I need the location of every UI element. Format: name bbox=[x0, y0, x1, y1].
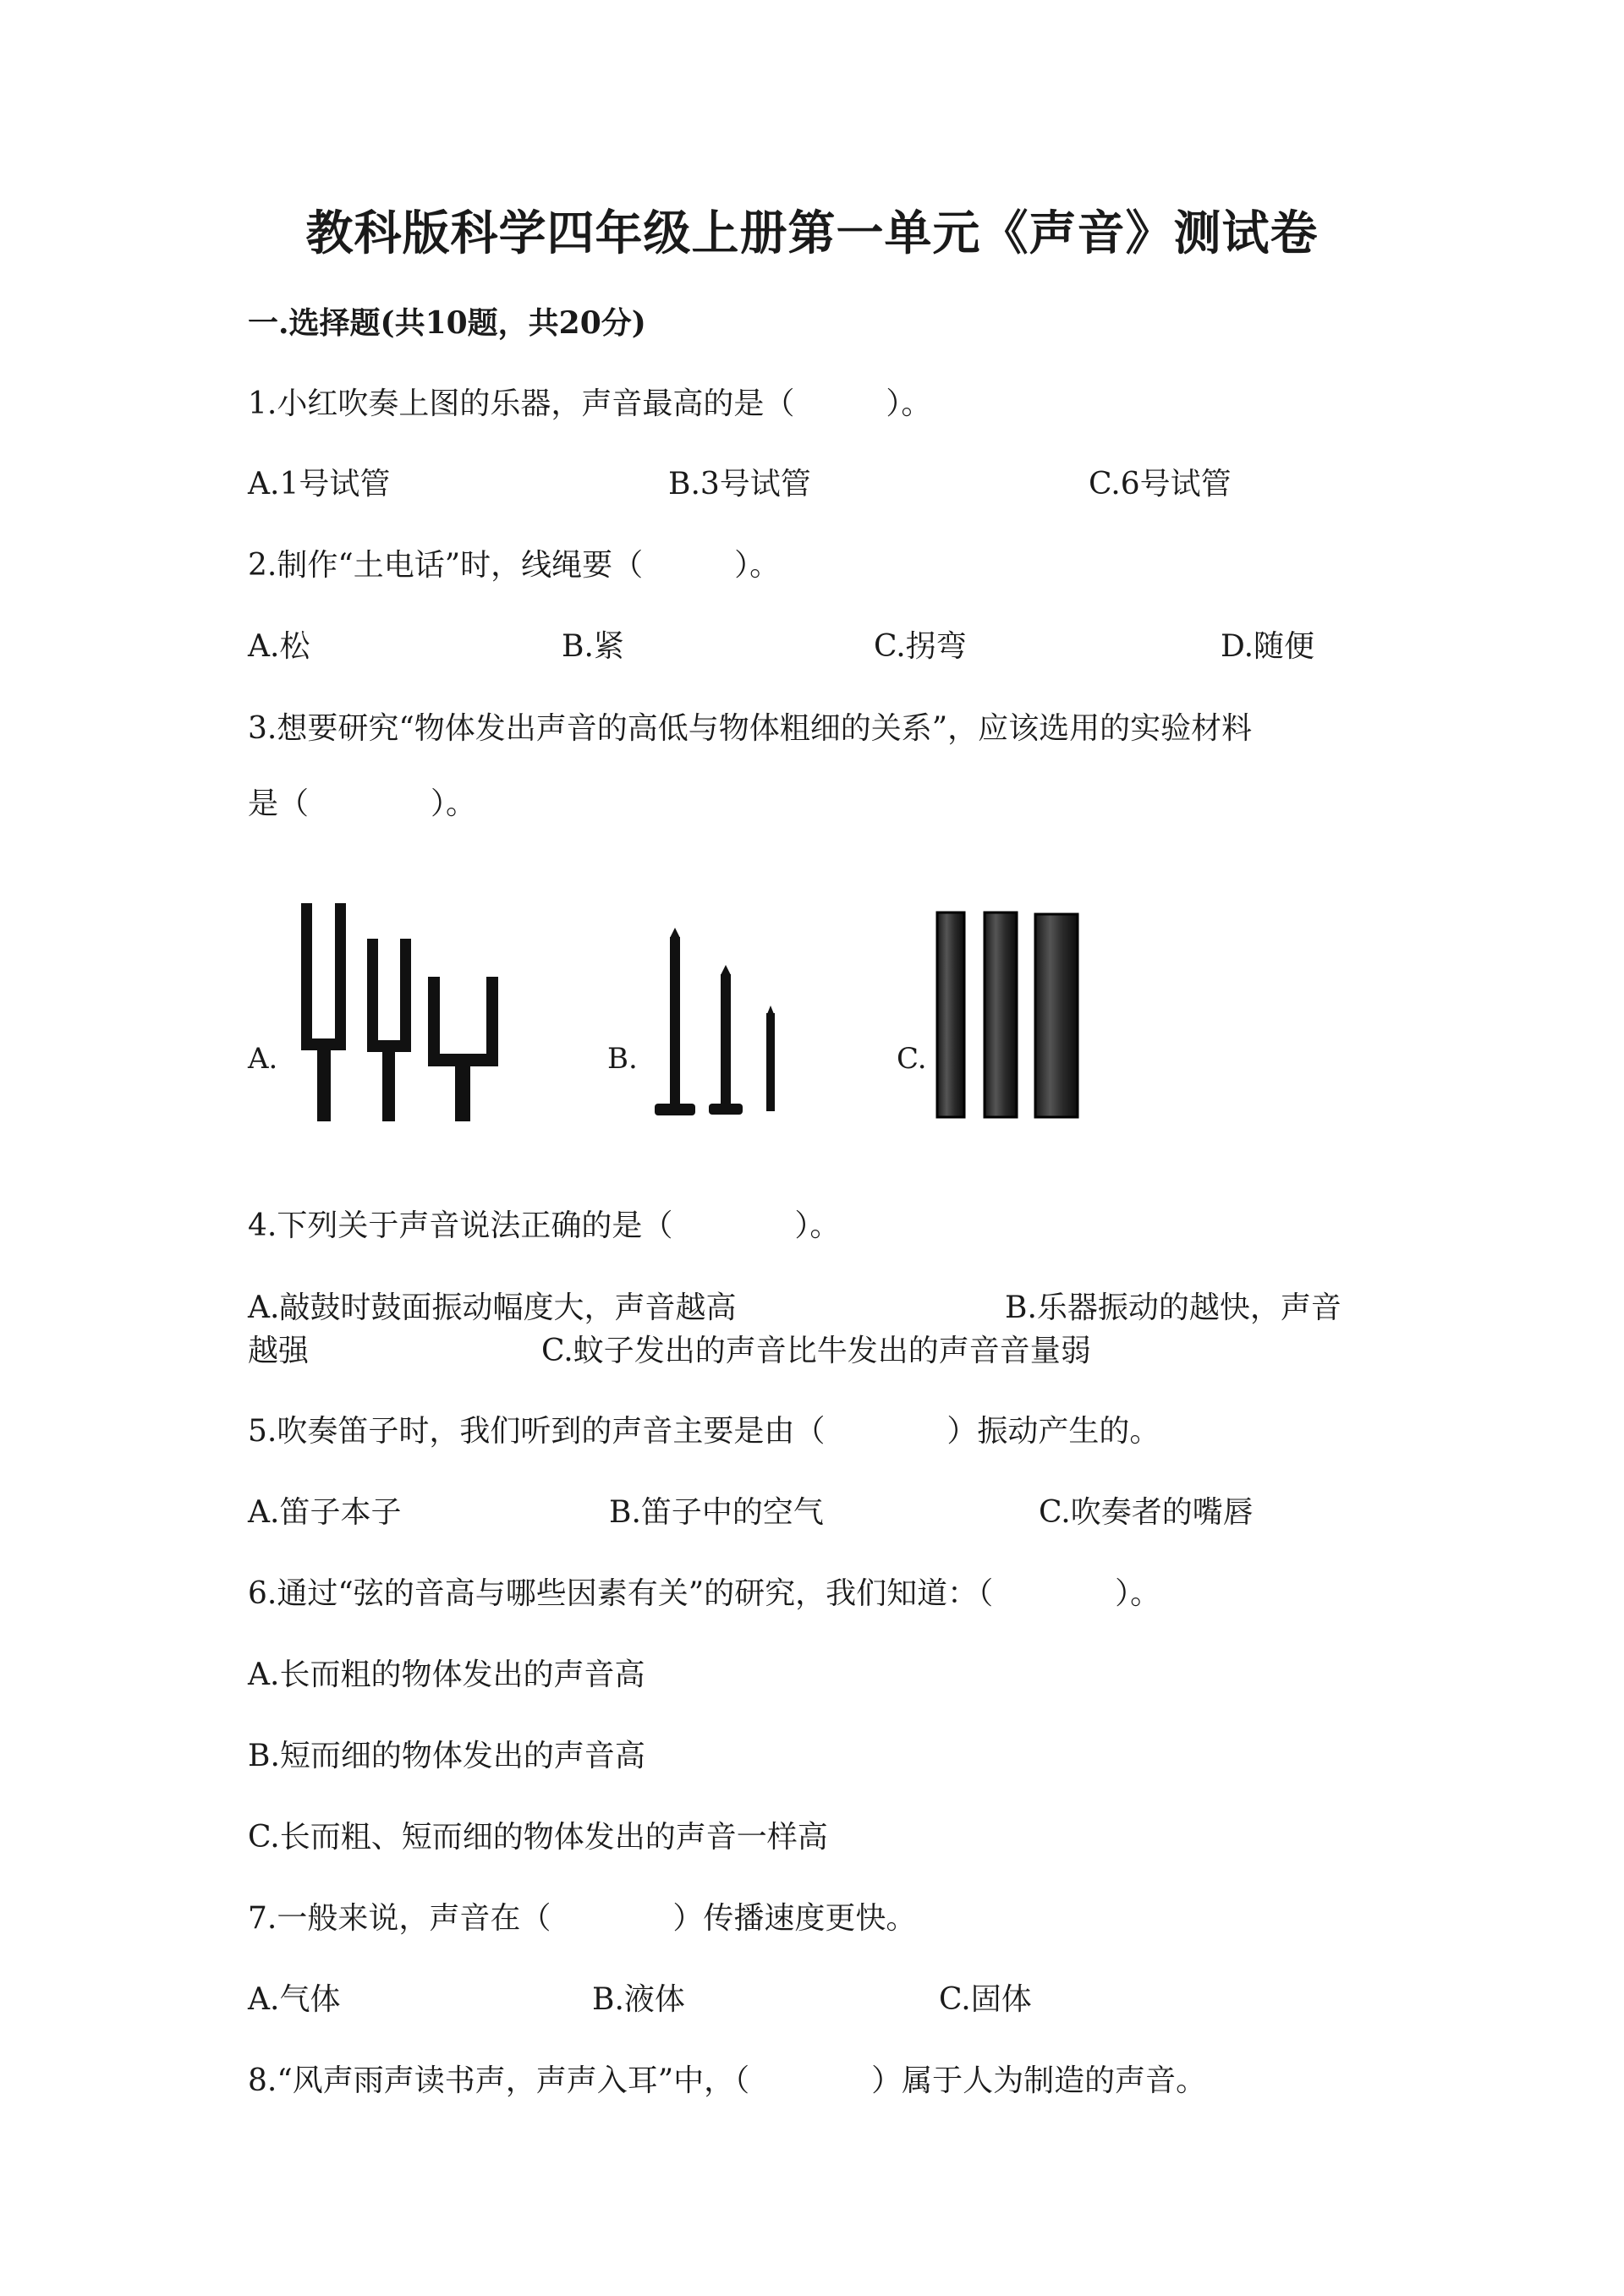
question-7-stem: 7.一般来说，声音在（ ）传播速度更快。 bbox=[248, 1901, 917, 1936]
q5-option-a: A.笛子本子 bbox=[248, 1495, 402, 1530]
cylinders-image bbox=[930, 909, 1091, 1121]
q7-option-a: A.气体 bbox=[248, 1982, 341, 2017]
page-title: 教科版科学四年级上册第一单元《声音》测试卷 bbox=[305, 205, 1319, 261]
question-8-stem: 8.“风声雨声读书声，声声入耳”中，（ ）属于人为制造的声音。 bbox=[248, 2063, 1207, 2098]
question-1-stem: 1.小红吹奏上图的乐器，声音最高的是（ ）。 bbox=[248, 386, 932, 421]
question-4-stem: 4.下列关于声音说法正确的是（ ）。 bbox=[248, 1208, 841, 1243]
q4-option-b: B.乐器振动的越快，声音 bbox=[1005, 1290, 1341, 1325]
q2-option-a: A.松 bbox=[248, 629, 310, 664]
q1-option-c: C.6号试管 bbox=[1089, 467, 1232, 501]
q5-option-c: C.吹奏者的嘴唇 bbox=[1039, 1495, 1254, 1530]
nails-image bbox=[643, 926, 795, 1122]
question-6-stem: 6.通过“弦的音高与哪些因素有关”的研究，我们知道：（ ）。 bbox=[248, 1576, 1161, 1611]
q3-option-b-label: B. bbox=[607, 1042, 638, 1076]
q4-option-c: C.蚊子发出的声音比牛发出的声音音量弱 bbox=[541, 1334, 1091, 1368]
q2-option-b: B.紧 bbox=[562, 629, 624, 664]
question-5-stem: 5.吹奏笛子时，我们听到的声音主要是由（ ）振动产生的。 bbox=[248, 1414, 1160, 1449]
question-2-stem: 2.制作“土电话”时，线绳要（ ）。 bbox=[248, 548, 781, 583]
q2-option-c: C.拐弯 bbox=[874, 629, 967, 664]
q2-option-d: D.随便 bbox=[1221, 629, 1315, 664]
q6-option-a: A.长而粗的物体发出的声音高 bbox=[248, 1658, 645, 1692]
q3-option-a-label: A. bbox=[248, 1042, 278, 1076]
q1-option-b: B.3号试管 bbox=[668, 467, 811, 501]
q3-option-c-label: C. bbox=[897, 1042, 927, 1076]
question-3-stem-line1: 3.想要研究“物体发出声音的高低与物体粗细的关系”，应该选用的实验材料 bbox=[248, 711, 1253, 746]
q1-option-a: A.1号试管 bbox=[248, 467, 391, 501]
q6-option-b: B.短而细的物体发出的声音高 bbox=[248, 1739, 645, 1773]
question-3-stem-line2: 是（ ）。 bbox=[248, 786, 477, 821]
q4-option-b-continued: 越强 bbox=[248, 1334, 310, 1368]
q7-option-b: B.液体 bbox=[592, 1982, 685, 2017]
q5-option-b: B.笛子中的空气 bbox=[609, 1495, 824, 1530]
q4-option-a: A.敲鼓时鼓面振动幅度大，声音越高 bbox=[248, 1290, 737, 1325]
tuning-forks-image bbox=[296, 896, 516, 1125]
q7-option-c: C.固体 bbox=[939, 1982, 1032, 2017]
section-heading: 一.选择题(共10题，共20分) bbox=[248, 305, 646, 341]
q6-option-c: C.长而粗、短而细的物体发出的声音一样高 bbox=[248, 1820, 828, 1855]
